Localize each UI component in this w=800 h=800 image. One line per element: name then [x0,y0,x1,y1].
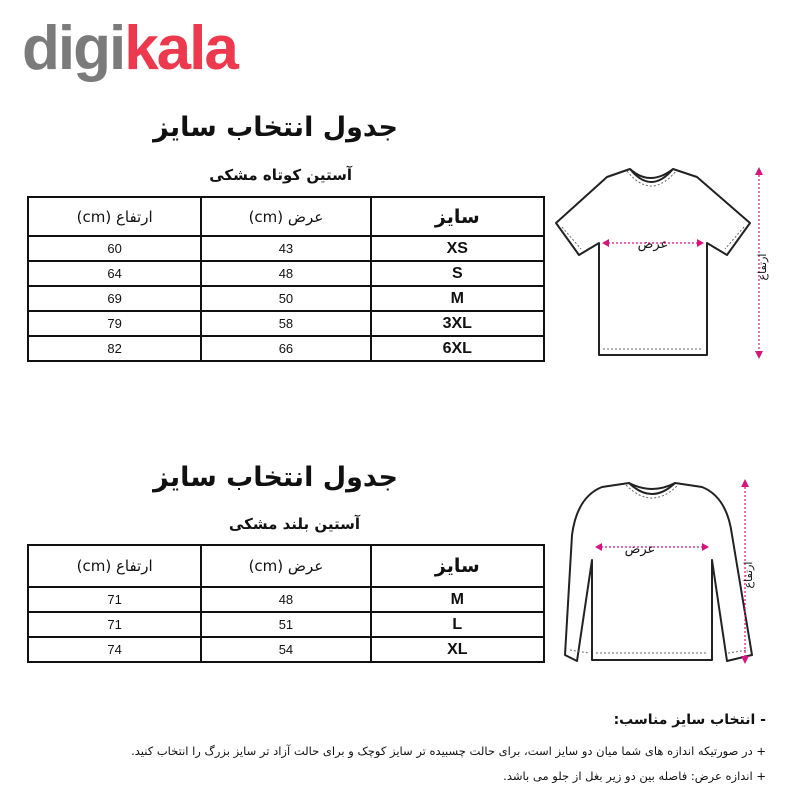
cell-width: 66 [201,336,370,361]
cell-height: 71 [28,612,201,637]
cell-size: XS [371,236,544,261]
cell-size: 6XL [371,336,544,361]
section2-subtitle: آستین بلند مشکی [228,515,360,533]
header-width: عرض (cm) [201,545,370,587]
cell-size: L [371,612,544,637]
cell-size: 3XL [371,311,544,336]
table-row [28,261,544,286]
section1-subtitle: آستین کوتاه مشکی [209,166,352,184]
table-row [28,286,544,311]
table-row [28,612,544,637]
long-sleeve-shirt-icon [545,465,785,670]
cell-height: 82 [28,336,201,361]
header-height: ارتفاع (cm) [28,545,201,587]
digikala-logo [22,14,237,83]
header-height: ارتفاع (cm) [28,197,201,236]
cell-width: 43 [201,236,370,261]
width-label: عرض [637,237,669,252]
table-row [28,336,544,361]
cell-height: 71 [28,587,201,612]
cell-width: 50 [201,286,370,311]
note-line: + در صورتیکه اندازه های شما میان دو سایز است، برای حالت چسبیده تر سایز کوچک و برای حالت آزاد تر سایز بزرگ را انتخاب کنید. [131,744,766,758]
cell-size: M [371,286,544,311]
cell-height: 74 [28,637,201,662]
size-guide-notes [131,712,766,783]
notes-heading: - انتخاب سایز مناسب: [613,712,766,728]
width-label: عرض [624,542,656,557]
size-table-long-sleeve [27,544,545,663]
cell-size: XL [371,637,544,662]
cell-width: 54 [201,637,370,662]
cell-height: 64 [28,261,201,286]
cell-height: 79 [28,311,201,336]
note-line: + اندازه عرض: فاصله بین دو زیر بغل از جلو می باشد. [503,769,766,783]
height-label: ارتفاع [742,561,755,589]
table-header-row [28,197,544,236]
header-size: سایز [371,197,544,236]
height-label: ارتفاع [756,253,769,281]
cell-size: S [371,261,544,286]
table-row [28,587,544,612]
size-table-short-sleeve [27,196,545,362]
table-row [28,637,544,662]
table-header-row [28,545,544,587]
cell-width: 48 [201,587,370,612]
cell-size: M [371,587,544,612]
logo-part-kala: kala [124,14,237,83]
cell-width: 51 [201,612,370,637]
cell-width: 58 [201,311,370,336]
cell-height: 60 [28,236,201,261]
short-sleeve-tshirt-icon [545,155,785,370]
logo-part-digi: digi [22,14,125,83]
cell-height: 69 [28,286,201,311]
section2-title: جدول انتخاب سایز [153,462,398,493]
cell-width: 48 [201,261,370,286]
header-width: عرض (cm) [201,197,370,236]
table-row [28,236,544,261]
header-size: سایز [371,545,544,587]
section1-title: جدول انتخاب سایز [153,112,398,143]
table-row [28,311,544,336]
